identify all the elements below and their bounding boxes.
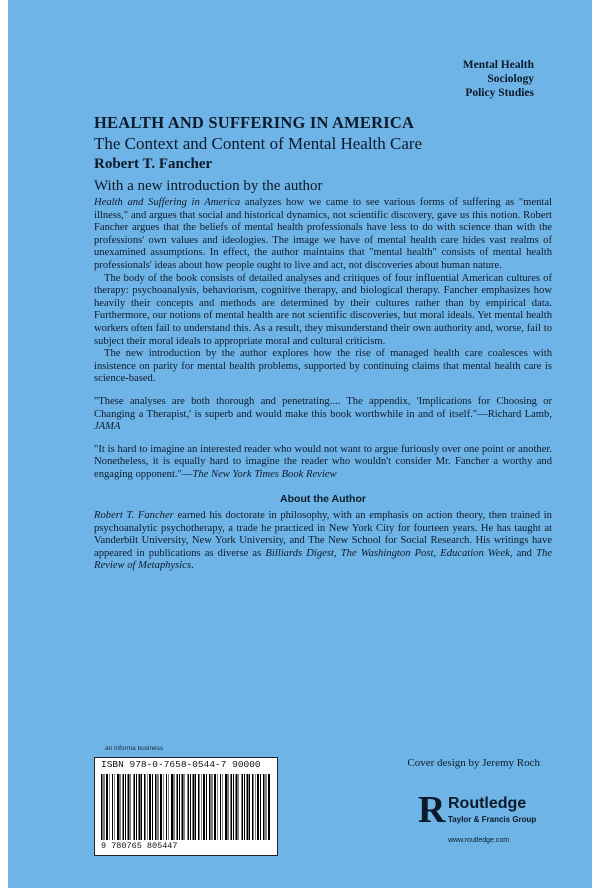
routledge-r-icon: R	[418, 789, 446, 831]
publisher-url: www.routledge.com	[448, 837, 510, 844]
about-author-name: Robert T. Fancher	[94, 510, 174, 522]
blurb-paragraph-2: The body of the book consists of detailed analyses and critiques of four influential American cultures of therapy: psychoanalysis, behaviorism, cognitive therapy, and biological therapy. Fancher emphasizes how heavily their concepts and methods are determined by their cultures rather than by empirical data. Furthermore, our notions of mental health are not scientific discoveries, but moral ideals. Yet mental health workers often fail to understand this. As a result, they misunderstand their own authority and, worse, fail to subject their moral ideals to appropriate moral and cultural criticism.	[94, 272, 552, 347]
about-author-text: Robert T. Fancher earned his doctorate in philosophy, with an emphasis on action theory, then trained in psychoanalytic psychotherapy, a trade he practiced in New York City for fourteen years. He has taught at Vanderbilt University, New York University, and The New School for Social Research. His writings have appeared in publications as diverse as Billiards Digest, The Washington Post, Education Week, and The Review of Metaphysics.	[94, 510, 553, 572]
book-author: Robert T. Fancher	[94, 156, 213, 172]
subject-sociology: Sociology	[487, 73, 534, 85]
blurb	[94, 197, 552, 573]
routledge-logo	[418, 789, 568, 844]
publisher-name: Routledge	[448, 795, 527, 812]
subject-policy-studies: Policy Studies	[465, 87, 534, 99]
blurb-paragraph-3: The new introduction by the author explores how the rise of managed health care coalesces with insistence on parity for mental health problems, supported by continuing claims that mental health care is science-based.	[94, 348, 552, 385]
book-title: HEALTH AND SUFFERING IN AMERICA	[94, 113, 415, 132]
cover-design-credit: Cover design by Jeremy Roch	[407, 757, 540, 769]
blurb-paragraph-1: Health and Suffering in America analyzes how we came to see various forms of suffering as "mental illness," and argues that social and historical dynamics, not scientific discovery, gave us this notion. Robert Fancher argues that the beliefs of mental health professionals have less to do with science than with the professions' own values and ideologies. The image we have of mental health care hides vast realms of unexamined assumptions. In effect, the author maintains that "mental health" consists of mental health professionals' ideas about how people ought to live and act, not discoveries about human nature.	[94, 197, 552, 271]
subject-mental-health: Mental Health	[462, 59, 534, 71]
isbn-number: ISBN 978-0-7658-0544-7 90000	[101, 759, 261, 770]
barcode-bars	[101, 774, 271, 840]
review-quote-nyt: "It is hard to imagine an interested reader who would not want to argue furiously over one point or another. Nonetheless, it is equally hard to imagine the reader who wouldn't consider Mr. Fancher a worthy and engaging opponent."—The New York Times Book Review	[94, 443, 552, 480]
review-source-nyt: The New York Times Book Review	[192, 468, 337, 480]
review-source-jama: JAMA	[94, 421, 121, 433]
about-author-heading: About the Author	[280, 493, 366, 506]
review-quote-jama: "These analyses are both thorough and penetrating.... The appendix, 'Implications for Choosing or Changing a Therapist,' is superb and would make this book worthwhile in and of itself."—Richard Lamb, JAMA	[94, 395, 552, 433]
isbn-barcode	[94, 757, 278, 856]
publisher-group: Taylor & Francis Group	[448, 815, 537, 824]
subject-categories	[463, 58, 534, 100]
book-subtitle: The Context and Content of Mental Health Care	[94, 134, 423, 153]
barcode-digits: 9 780765 805447	[101, 841, 178, 851]
informa-tag: an informa business	[105, 745, 164, 752]
back-cover	[8, 0, 592, 888]
isbn-addon: 90000	[232, 759, 261, 770]
new-introduction-note: With a new introduction by the author	[94, 178, 323, 194]
book-title-inline: Health and Suffering in America	[94, 197, 241, 208]
